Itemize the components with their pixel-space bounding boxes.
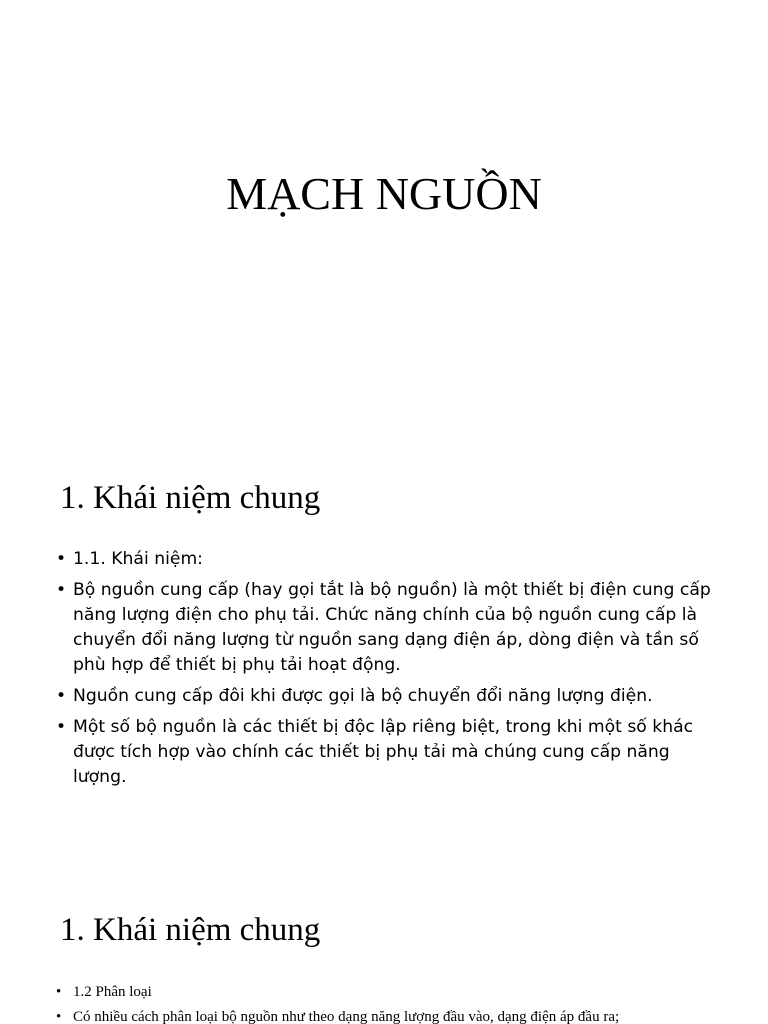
bullet-item-alias: • Nguồn cung cấp đôi khi được gọi là bộ chuyển đổi năng lượng điện. — [56, 684, 728, 709]
slide-title — [0, 0, 768, 430]
slide-general-concept — [0, 440, 768, 870]
bullet-list — [56, 547, 728, 796]
bullet-item-integration: • Một số bộ nguồn là các thiết bị độc lập riêng biệt, trong khi một số khác được tích hợp vào chính các thiết bị phụ tải mà chúng cung cấp năng lượng. — [56, 715, 728, 790]
bullet-item-definition-label: • 1.1. Khái niệm: — [56, 547, 728, 572]
bullet-item-classification-methods: • Có nhiều cách phân loại bộ nguồn như theo dạng năng lượng đầu vào, dạng điện áp đầu ra; — [56, 1007, 728, 1024]
bullet-item-definition: • Bộ nguồn cung cấp (hay gọi tắt là bộ nguồn) là một thiết bị điện cung cấp năng lượng điện cho phụ tải. Chức năng chính của bộ nguồn cung cấp là chuyển đổi năng lượng từ nguồn sang dạng điện áp, dòng điện và tần số phù hợp để thiết bị phụ tải hoạt động. — [56, 578, 728, 678]
bullet-item-classification-label: • 1.2 Phân loại — [56, 982, 728, 1002]
slide-classification — [0, 876, 768, 1024]
section-heading: 1. Khái niệm chung — [60, 480, 321, 516]
section-heading: 1. Khái niệm chung — [60, 912, 321, 948]
document-title: MẠCH NGUỒN — [226, 168, 542, 219]
bullet-list — [56, 982, 728, 1024]
